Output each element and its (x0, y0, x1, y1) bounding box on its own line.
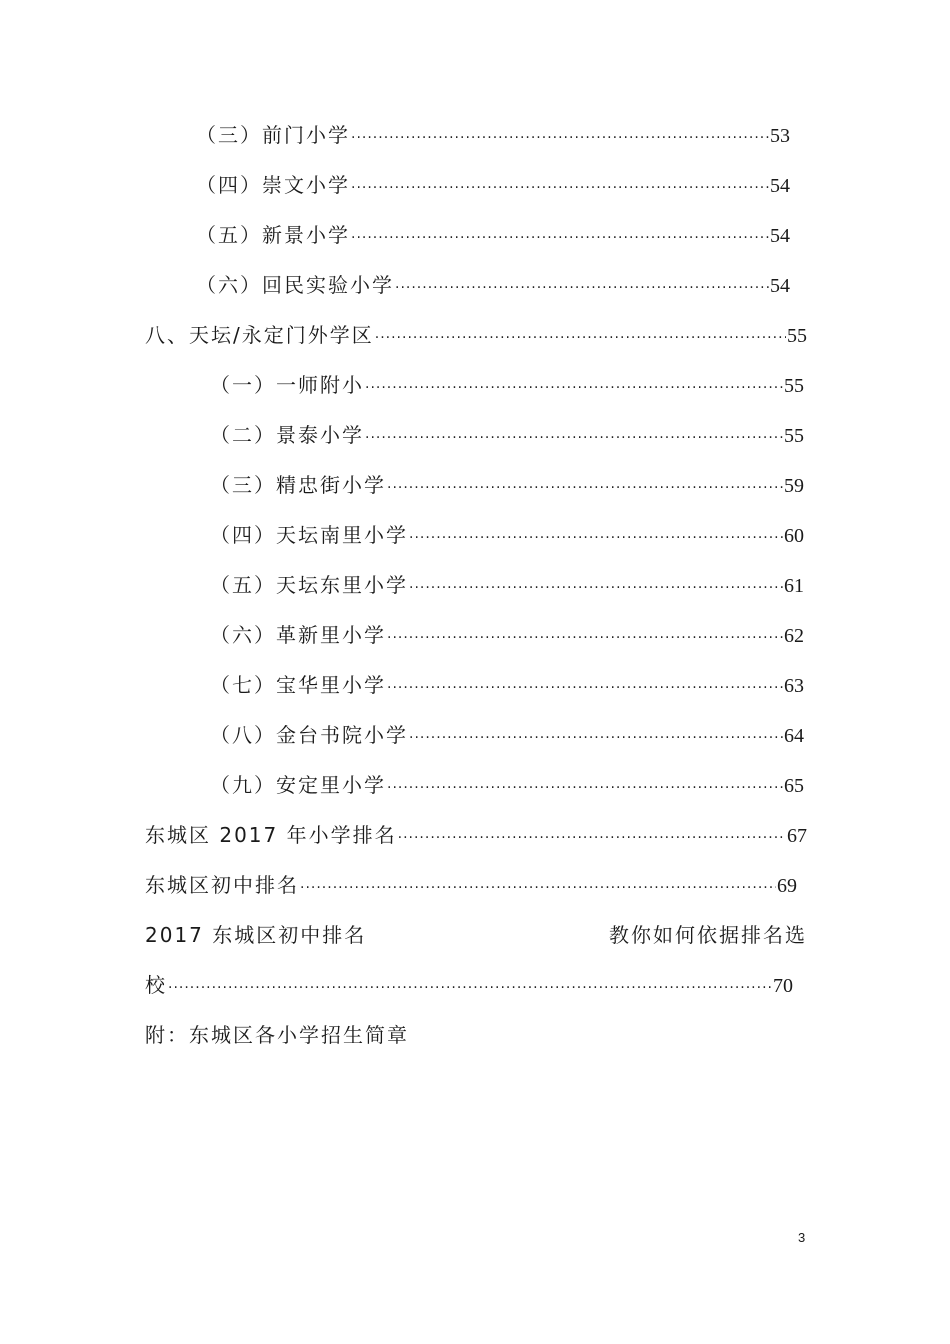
toc-entry-page: 64 (784, 725, 804, 747)
toc-entry-title: 八、天坛/永定门外学区 (145, 323, 374, 347)
toc-entry-page: 54 (770, 225, 790, 247)
toc-entry[interactable] (210, 620, 804, 650)
toc-entry-title: （五）新景小学 (196, 223, 350, 247)
toc-entry-page: 54 (770, 275, 790, 297)
toc-section-entry[interactable] (145, 820, 807, 850)
toc-entry-title: （六）回民实验小学 (196, 273, 394, 297)
toc-entry-page: 65 (784, 775, 804, 797)
toc-split-entry[interactable] (145, 920, 807, 950)
toc-entry-title: （九）安定里小学 (210, 773, 386, 797)
toc-entry-title: （三）前门小学 (196, 123, 350, 147)
toc-leader-dots (387, 773, 783, 803)
toc-entry-title: （四）天坛南里小学 (210, 523, 408, 547)
toc-leader-dots (409, 523, 783, 553)
toc-split-entry-continuation[interactable] (145, 970, 793, 1000)
toc-entry-title: 东城区 2017 年小学排名 (145, 823, 397, 847)
toc-entry[interactable] (210, 570, 804, 600)
toc-entry-title: （四）崇文小学 (196, 173, 350, 197)
toc-entry-title: 校 (145, 973, 167, 997)
toc-entry-page: 61 (784, 575, 804, 597)
toc-entry[interactable] (210, 720, 804, 750)
toc-leader-dots (300, 873, 776, 903)
toc-entry-title: （七）宝华里小学 (210, 673, 386, 697)
toc-entry[interactable] (196, 120, 790, 150)
toc-leader-dots (409, 573, 783, 603)
toc-leader-dots (168, 973, 772, 1003)
toc-leader-dots (387, 473, 783, 503)
toc-entry-page: 63 (784, 675, 804, 697)
toc-leader-dots (351, 123, 769, 153)
toc-leader-dots (409, 723, 783, 753)
toc-entry-page: 53 (770, 125, 790, 147)
toc-entry[interactable] (196, 270, 790, 300)
toc-entry-page: 60 (784, 525, 804, 547)
toc-entry-title: （六）革新里小学 (210, 623, 386, 647)
toc-entry-title: 东城区初中排名 (145, 873, 299, 897)
toc-leader-dots (365, 373, 783, 403)
toc-split-entry-right: 教你如何依据排名选 (609, 923, 807, 947)
toc-entry-page: 69 (777, 875, 797, 897)
toc-entry[interactable] (196, 220, 790, 250)
toc-entry[interactable] (210, 670, 804, 700)
toc-entry-page: 55 (784, 425, 804, 447)
toc-entry-title: （一）一师附小 (210, 373, 364, 397)
toc-leader-dots (398, 823, 786, 853)
toc-entry[interactable] (210, 420, 804, 450)
toc-leader-dots (351, 173, 769, 203)
toc-entry[interactable] (210, 470, 804, 500)
toc-leader-dots (395, 273, 769, 303)
toc-entry-title: （八）金台书院小学 (210, 723, 408, 747)
toc-entry[interactable] (210, 370, 804, 400)
toc-leader-dots (351, 223, 769, 253)
toc-leader-dots (375, 323, 786, 353)
toc-appendix-entry[interactable]: 附：东城区各小学招生简章 (145, 1023, 409, 1047)
toc-entry-page: 55 (784, 375, 804, 397)
toc-leader-dots (387, 623, 783, 653)
toc-entry[interactable] (210, 770, 804, 800)
toc-leader-dots (365, 423, 783, 453)
toc-entry[interactable] (196, 170, 790, 200)
toc-section-entry[interactable] (145, 870, 797, 900)
toc-entry-page: 59 (784, 475, 804, 497)
toc-leader-dots (387, 673, 783, 703)
toc-entry-title: （三）精忠街小学 (210, 473, 386, 497)
toc-entry-page: 70 (773, 975, 793, 997)
toc-split-entry-left: 2017 东城区初中排名 (145, 923, 367, 947)
toc-entry-title: （二）景泰小学 (210, 423, 364, 447)
toc-entry-page: 67 (787, 825, 807, 847)
page-number: 3 (798, 1230, 806, 1245)
toc-entry-page: 55 (787, 325, 807, 347)
toc-entry-page: 54 (770, 175, 790, 197)
toc-entry[interactable] (210, 520, 804, 550)
toc-entry-title: （五）天坛东里小学 (210, 573, 408, 597)
toc-entry-page: 62 (784, 625, 804, 647)
toc-section-entry[interactable] (145, 320, 807, 350)
